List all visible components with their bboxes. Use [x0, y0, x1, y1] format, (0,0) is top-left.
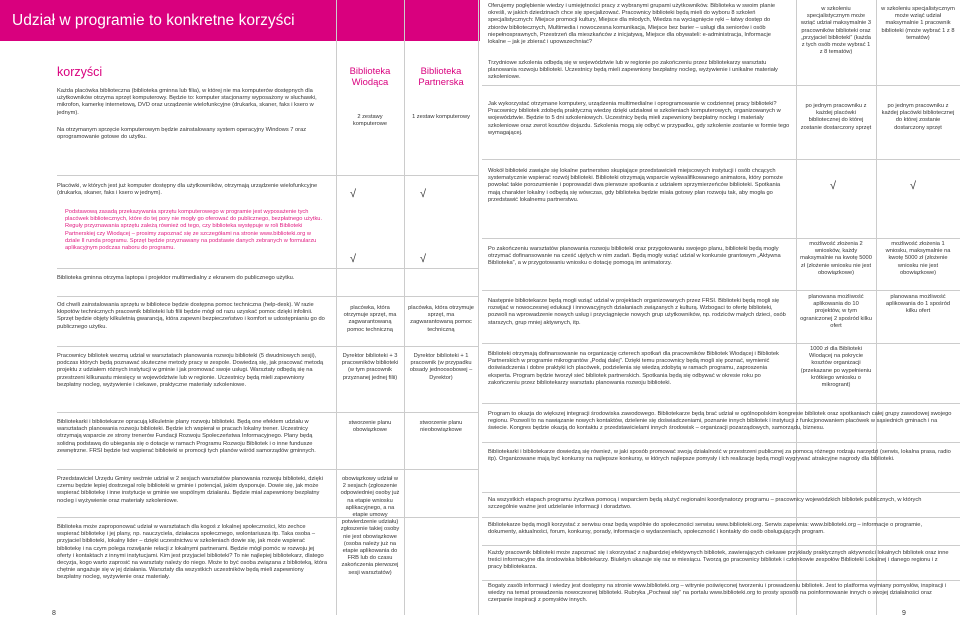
- cell-wiodaca-szkolenia: w szkoleniu specjalistycznym może wziąć udział maksymalnie 3 pracowników biblioteki oraz „przyjaciel biblioteki” (każda z tych osób może wybrać 1 z 8 tematów): [800, 6, 872, 56]
- check-mark: √: [420, 188, 427, 200]
- paragraph-equipment: Każda placówka biblioteczna (biblioteka gminna lub filia), w której nie ma komputerów dostępnych dla użytkowników otrzyma sprzęt komputerowy. Będzie to: komputer stacjonarny wyposażony w słuchawki, mikrofon, kamerkę internetową, DVD oraz urządzenie wielofunkcyjne (drukarka, skaner, faks i ksero w jednym).: [57, 88, 317, 116]
- cell-partnerska-plan: stworzenie planu nieobowiązkowe: [419, 420, 463, 434]
- paragraph-serwis: Bibliotekarze będą mogli korzystać z serwisu oraz będą wspólnie do społeczności serwisu www.biblioteki.org. Serwis zapewnia: www.biblioteki.org – informacje o programie, dokumenty, aktualności, forum, konkursy, porady, informacje o wydarzeniach, społeczność i kontakty do osób obsługujących program.: [488, 522, 923, 536]
- cell-wiodaca-komputerowe: po jednym pracowniku z każdej placówki bibliotecznej do której zostanie dostarczony sprzęt: [800, 103, 872, 131]
- row-divider: [57, 517, 478, 518]
- paragraph-rules: Podstawową zasadą przekazywania sprzętu komputerowego w programie jest wyposażenie tych placówek bibliotecznych, które do tej pory nie mogły go oferować do publicznego, bezpłatnego użytku. Reguły przyznawania sprzętu zależą również od tego, czy biblioteka występuje w roli Biblioteki Partnerskiej czy Wiodącej – prosimy zapoznać się ze szczegółami na stronie www.biblioteki.org w dziale II runda programu. Sprzęt będzie przyznawany na podstawie danych zebranych w formularzu aplikacyjnym podczas naboru do programu.: [65, 209, 323, 252]
- cell-partnerska-helpdesk: placówka, która otrzymuje sprzęt, ma zagwarantowaną pomoc techniczną: [408, 305, 474, 333]
- paragraph-kongres: Program to okazja do większej integracji środowiska zawodowego. Bibliotekarze będą brać udział w ogólnopolskim kongresie bibliotek oraz spotkaniach całej grupy zawodowej swojego regionu. Pozwoli to na nawiązanie nowych kontaktów, dzielenie się doświadczeniami, poznanie innych bibliotek i instytucji z funkcjonowaniem placówek w sąsiednich gminach i na świecie. Kongres będzie okazją do kontaktu z przedstawicielami innych środowisk – organizacji pozarządowych, samorządu, biznesu.: [488, 411, 952, 432]
- cell-wiodaca-plan: stworzenie planu obowiązkowe: [348, 420, 392, 434]
- cell-partnerska-szkolenia: w szkoleniu specjalistycznym może wziąć udział maksymalnie 1 pracownik biblioteki (może wybrać 1 z 8 tematów): [881, 6, 955, 41]
- cell-partnerska-komputerowe: po jednym pracowniku z każdej placówki bibliotecznej do której zostanie dostarczony sprzęt: [881, 103, 955, 131]
- column-header-wiodaca: Biblioteka Wiodąca: [349, 65, 391, 87]
- paragraph-helpdesk: Od chwili zainstalowania sprzętu w bibliotece będzie dostępna pomoc techniczna (help-desk). W razie kłopotów technicznych pracownik biblioteki lub filii będzie mógł od razu uzyskać pomoc dzięki infolinii. Sprzęt będzie objęty kilkuletnią gwarancją, która zapewni bezpieczeństwo i komfort w udostępnianiu go do publicznego użytku.: [57, 302, 325, 330]
- row-divider: [482, 442, 960, 443]
- row-divider: [482, 238, 960, 239]
- cell-partnerska-projekty: planowana możliwość aplikowania do 1 spośród kilku ofert: [885, 294, 951, 315]
- row-divider: [482, 492, 960, 493]
- paragraph-plany: Bibliotekarki i bibliotekarze opracują kilkuletnie plany rozwoju biblioteki. Będą one efektem udziału w warsztatach planowania rozwoju biblioteki. Będzie ich wspierał w pracach lokalny trener. Uczestnicy otrzymają wsparcie ze strony trenerów Fundacji Rozwoju Społeczeństwa Informacyjnego. Plany będą solidną podstawą do ubiegania się o dotacje w ramach Programu Rozwoju Bibliotek i o inne fundusze zewnętrzne. FRSI będzie też wspierać biblioteki w promocji tych planów wśród samorządów gminnych.: [57, 419, 316, 454]
- paragraph-szkolenia-specjalistyczne: Oferujemy pogłębienie wiedzy i umiejętności pracy z wybranymi grupami użytkowników. Biblioteka w swoim planie określi, w jakich dziedzinach chce się specjalizować. Pracownicy biblioteki będą mieli do wyboru 8 szkoleń specjalistycznych: Miejsce promocji kultury, Miejsce dla młodych, Wiedza na wyciągnięcie ręki – łatwy dostęp do zbiorów bibliotecznych, Multimedia i nowoczesna komunikacja, Miejsce bez barier – usługi dla seniorów i osób niepełnosprawnych, Przestrzeń dla mieszkańców z inicjatywą, Miejsce dla obywateli: e-administracja, Informacje lokalne – jak je zbierać i upowszechniać?: [488, 3, 776, 46]
- cell-wiodaca-urzad: obowiązkowy udział w 2 sesjach (zgłoszenie odpowiedniej osoby już na etapie wniosku aplikacyjnego, a na etapie umowy potwierdzenie udziału) zgłoszenie takiej osoby nie jest obowiązkowe (osoba należy już na etapie aplikowania do FRB lub do czasu zakończenia pierwszej sesji warsztatów): [340, 476, 400, 576]
- row-divider: [57, 346, 478, 347]
- cell-wiodaca-mikrogrant: 1000 zł dla Biblioteki Wiodącej na pokrycie kosztów organizacji (przekazane po wypełnieniu krótkiego wniosku o mikrogrant): [800, 346, 872, 389]
- paragraph-koordynatorzy: Na wszystkich etapach programu życzliwa pomocą i wsparciem będą służyć regionalni koordynatorzy programu – pracownicy wojewódzkich bibliotek publicznych, w których szczególnie ważne jest udzielanie informacji i doradztwo.: [488, 497, 922, 511]
- row-divider: [57, 296, 478, 297]
- page-number-right: 9: [902, 610, 906, 617]
- row-divider: [57, 412, 478, 413]
- row-divider: [482, 517, 960, 518]
- check-mark: √: [910, 180, 917, 192]
- paragraph-promocja: Bibliotekarki i bibliotekarze dowiedzą się również, w jaki sposób promować swoją działalność w przestrzeni publicznej za pomocą różnego rodzaju narzędzi (serwis, lokalna prasa, radio itp). Organizowane mają być konkursy na najlepsze konkursy, w których najlepsze pomysły i ich realizację będą mogli wygrywać atrakcyjne nagrody dla biblioteki.: [488, 449, 951, 463]
- check-mark: √: [350, 188, 357, 200]
- page-number-left: 8: [52, 610, 56, 617]
- page-title: Udział w programie to konkretne korzyści: [12, 12, 295, 29]
- paragraph-przyjaciel: Biblioteka może zaproponować udział w warsztatach dla kogoś z lokalnej społeczności, kto zechce wspierać bibliotekę i jej plany, np. nauczyciela, działacza społecznego, wolontariusza itp. Taka osoba – przyjaciel biblioteki, lokalny lider – dzięki uczestnictwu w szkoleniach dowie się, jak może wspierać bibliotekę i na czym polega rozwijanie relacji z lokalnymi partnerami. Będzie mógł pomóc w rozwoju jej oferty i kontaktach z innymi instytucjami. Kim jest przyjaciel biblioteki? To nie najlepiej bibliotekarz, dlatego decyzja, kogo warto zaprosić na warsztaty należy do niego. Może to być osoba związana z biblioteką, która chętnie angażuje się w jej działania. Warsztaty dla wszystkich uczestników będą mieli zapewniony bezpłatny nocleg, wyżywienie oraz materiały.: [57, 524, 327, 581]
- row-divider: [57, 268, 478, 269]
- header-bar: [0, 0, 480, 41]
- row-divider: [482, 580, 960, 581]
- row-divider: [57, 469, 478, 470]
- row-divider: [57, 175, 478, 176]
- cell-partnerska-dotacje: możliwość złożenia 1 wniosku, maksymalnie na kwotę 5000 zł (złożenie wniosku nie jest obowiązkowe): [885, 241, 951, 276]
- paragraph-szkolenia-komputerowe: Jak wykorzystać otrzymane komputery, urządzenia multimedialne i oprogramowanie w codziennej pracy biblioteki? Pracownicy bibliotek zdobędą praktyczną wiedzę dzięki udziałowi w szkoleniach komputerowych, organizowanych w województwie. Będzie to 5 dni szkoleniowych. Uczestnicy będą mieli zapewniony bezpłatny nocleg i materiały szkoleniowe oraz zwrot kosztów dojazdu. Szkolenia mogą się odbyć w przypadku, gdy szkolenie zostanie w formie tego wymagającej.: [488, 101, 790, 136]
- cell-wiodaca-warsztaty: Dyrektor biblioteki + 3 pracowników biblioteki (w tym pracownik przyznanej jednej filii): [341, 353, 399, 381]
- paragraph-portal: Bogaty zasób informacji i wiedzy jest dostępny na stronie www.biblioteki.org – witrynie poświęconej tworzeniu i prowadzeniu bibliotek. Jest to platforma wymiany pomysłów, inspiracji i wiedzy na temat prowadzenia nowoczesnej biblioteki. Rubryka „Pochwal się” na portalu www.biblioteki.org to prosty sposób na poinformowanie innych o swojej działalności oraz czerpanie inspiracji z pomysłów innych.: [488, 583, 947, 604]
- paragraph-urzad-gminy: Przedstawiciel Urzędu Gminy weźmie udział w 2 sesjach warsztatów planowania rozwoju biblioteki, dzięki czemu będzie lepiej dostrzegał rolę biblioteki w gminie i potencjał, jakim dysponuje. Dowie się, jak może wspierać bibliotekę i inne instytucje w gminie we wspólnym działaniu. Będzie miał zapewniony bezpłatny nocleg i wyżywienie oraz materiały szkoleniowe.: [57, 476, 323, 504]
- paragraph-projekty: Następnie bibliotekarze będą mogli wziąć udział w projektach organizowanych przez FRSI. Biblioteki będą mogli się rozwijać w nowoczesnej edukacji i innowacyjnych działaniach związanych z kulturą. Wzbogaci to ofertę biblioteki, pozwoli na wprowadzenie nowych usług i przyciągnięcie nowych grup użytkowników, np. rodziców małych dzieci, osób starszych, grup mniej aktywnych, itp.: [488, 298, 786, 326]
- paragraph-warsztaty: Pracownicy bibliotek wezmą udział w warsztatach planowania rozwoju biblioteki (5 dwudniowych sesji), podczas których będą poznawać skuteczne metody pracy w zespole. Dowiedzą się, jak pracować metodą projektu z udziałem różnych instytucji w gminie i jak promować swoje usługi. Warsztaty odbędą się na przestrzeni kilkunastu miesięcy w województwie lub w regionie. Uczestnicy będą mieli zapewniony bezpłatny nocleg, wyżywienie i ciekawe, praktyczne materiały szkoleniowe.: [57, 353, 324, 388]
- cell-wiodaca-dotacje: możliwość złożenia 2 wniosków, każdy maksymalnie na kwotę 5000 zł (złożenie wniosku nie jest obowiązkowe): [800, 241, 872, 276]
- row-divider: [482, 403, 960, 404]
- cell-wiodaca-projekty: planowana możliwość aplikowania do 10 projektów, w tym ograniczonej 2 spośród kilku ofert: [800, 294, 872, 329]
- paragraph-biuletyn: Każdy pracownik biblioteki może zapoznać się i skorzystać z najbardziej efektywnych bibliotek, zawierających ciekawe przykłady praktycznych aktywności lokalnych bibliotek oraz inne treści informacyjne dla środowiska bibliotekarzy. Biuletyn ukazuje się raz w miesiącu. Tworzą go pracownicy bibliotek i członkowie zespołów Biblioteki Lokalnej i danego regionu i z pracy bibliotekarza.: [488, 550, 949, 571]
- paragraph-windows: Na otrzymanym sprzęcie komputerowym będzie zainstalowany system operacyjny Windows 7 oraz oprogramowanie gotowe do użytku.: [57, 127, 307, 141]
- paragraph-partnerstwo: Wokół biblioteki zawiąże się lokalne partnerstwo skupiające przedstawicieli miejscowych instytucji i osób chcących systematycznie wspierać rozwój biblioteki. Biblioteki otrzymają wsparcie wykwalifikowanego animatora, który pomoże powołać takie porozumienie i poprowadzi dwa pierwsze spotkania z udziałem sprzymierzeńców biblioteki. Spotkania mają charakter lokalny i odbędą się wówczas, gdy biblioteka będzie miała gotowy plan rozwoju tak, aby mogła go przedstawić lokalnemu partnerstwu.: [488, 168, 783, 203]
- paragraph-dotacje: Po zakończeniu warsztatów planowania rozwoju biblioteki oraz przygotowaniu swojego planu, biblioteki będą mogły otrzymać dofinansowanie na cześć ujętych w nim zadań. Będą mogły wziąć udział w konkursie grantowym „Aktywna Biblioteka”, a w przygotowaniu wniosku o dotację pomogą im animatorzy.: [488, 246, 781, 267]
- section-label-korzysci: korzyści: [57, 65, 103, 79]
- check-mark: √: [830, 180, 837, 192]
- cell-partnerska-equipment: 1 zestaw komputerowy: [412, 114, 470, 120]
- cell-wiodaca-equipment: 2 zestawy komputerowe: [352, 114, 388, 128]
- cell-wiodaca-helpdesk: placówka, która otrzymuje sprzęt, ma zagwarantowaną pomoc techniczną: [343, 305, 397, 333]
- paragraph-laptop: Biblioteka gminna otrzyma laptopa i projektor multimedialny z ekranem do publicznego użytku.: [57, 275, 295, 281]
- check-mark: √: [420, 253, 427, 265]
- column-header-partnerska: Biblioteka Partnerska: [418, 65, 464, 87]
- paragraph-trzydniowe: Trzydniowe szkolenia odbędą się w województwie lub w regionie po zakończeniu przez bibliotekarzy warsztatu planowania rozwoju biblioteki. Uczestnicy będą mieli zapewniony bezpłatny nocleg, wyżywienie i unikalne materiały szkoleniowe.: [488, 60, 778, 81]
- row-divider: [482, 159, 960, 160]
- column-divider: [336, 0, 337, 615]
- row-divider: [482, 85, 960, 86]
- row-divider: [482, 290, 960, 291]
- paragraph-mikrogranty: Biblioteki otrzymają dofinansowanie na organizację czterech spotkań dla pracowników Bibliotek Wiodącej i Bibliotek Partnerskich w programie mikrograntów „Podaj dalej”. Dzięki temu pracownicy będą mogli się poznać, wymienić doświadczenia i dobre praktyki ich placówek, podzielenia się wiedzą zdobytą w ramach programu, zaproszenia eksperta. Program będzie tworzył sieć bibliotek partnerskich. Spotkania będą się odbywać w okresie roku po zakończeniu przez bibliotekarzy warsztatu planowania rozwoju biblioteki.: [488, 351, 779, 386]
- cell-partnerska-warsztaty: Dyrektor biblioteki + 1 pracownik (w przypadku obsady jednoosobowej – Dyrektor): [409, 353, 473, 381]
- check-mark: √: [350, 253, 357, 265]
- column-divider: [478, 0, 479, 615]
- row-divider: [482, 343, 960, 344]
- row-divider: [482, 545, 960, 546]
- column-divider: [404, 0, 405, 615]
- paragraph-placowki: Placówki, w których jest już komputer dostępny dla użytkowników, otrzymają urządzenie wielofunkcyjne (drukarka, skaner, faks i ksero w jednym).: [57, 183, 318, 197]
